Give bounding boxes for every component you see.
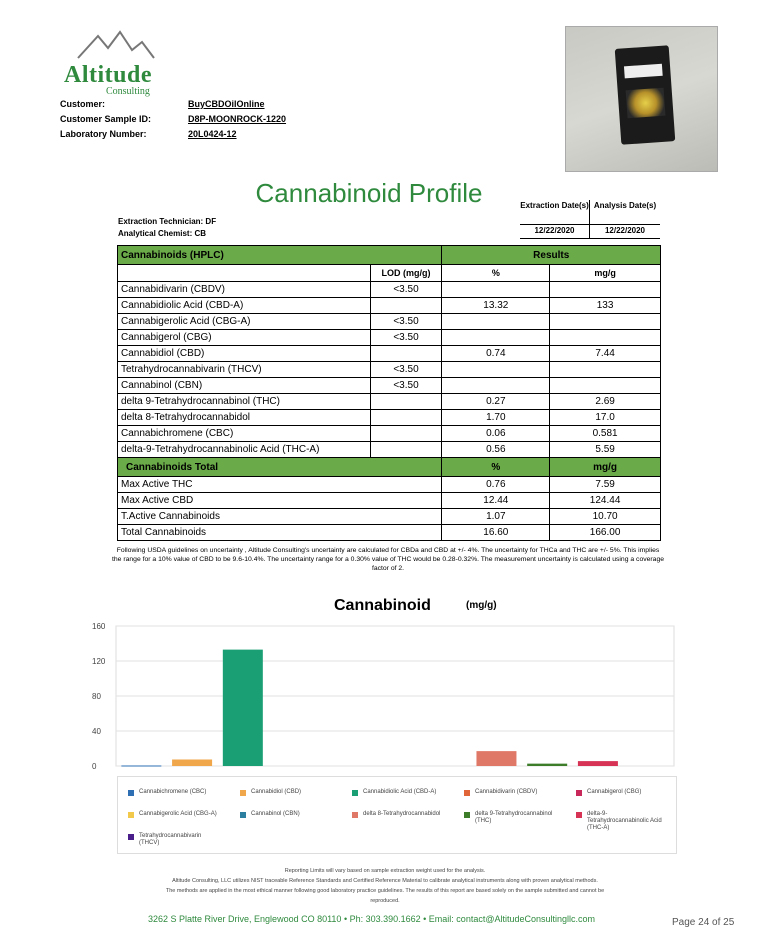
row-name: delta 9-Tetrahydrocannabinol (THC) xyxy=(118,394,371,410)
sample-id-value: D8P-MOONROCK-1220 xyxy=(188,113,287,124)
table-row xyxy=(118,346,661,362)
y-tick-label: 40 xyxy=(92,727,101,736)
analytical-chemist: Analytical Chemist: CB xyxy=(118,229,207,238)
row-pct xyxy=(442,378,550,394)
row-lod: <3.50 xyxy=(370,378,442,394)
row-mg xyxy=(550,314,661,330)
contact-line: 3262 S Platte River Drive, Englewood CO 80110 • Ph: 303.390.1662 • Email: contact@AltitudeConsultingllc.com xyxy=(148,914,596,924)
row-pct: 13.32 xyxy=(442,298,550,314)
table-row xyxy=(118,426,661,442)
row-mg xyxy=(550,330,661,346)
sample-info xyxy=(60,96,286,141)
legend-label: Cannabichromene (CBC) xyxy=(139,789,207,795)
row-pct xyxy=(442,314,550,330)
row-pct: 0.06 xyxy=(442,426,550,442)
totals-row xyxy=(118,477,661,493)
row-lod xyxy=(370,426,442,442)
row-name: Cannabigerolic Acid (CBG-A) xyxy=(118,314,371,330)
totals-label: Cannabinoids Total xyxy=(118,458,442,477)
chart-title: Cannabinoid xyxy=(334,597,431,614)
row-name: delta-9-Tetrahydrocannabinolic Acid (THC-A) xyxy=(118,442,371,458)
legend-label: Cannabigerol (CBG) xyxy=(587,789,642,795)
total-pct: 16.60 xyxy=(442,525,550,541)
table-row xyxy=(118,378,661,394)
footer-line: reproduced. xyxy=(370,898,400,904)
row-mg: 7.44 xyxy=(550,346,661,362)
row-lod xyxy=(370,346,442,362)
section-label: Cannabinoids (HPLC) xyxy=(118,246,442,265)
total-name: T.Active Cannabinoids xyxy=(118,509,442,525)
legend-swatch xyxy=(576,812,582,818)
row-mg xyxy=(550,378,661,394)
legend-swatch xyxy=(128,812,134,818)
customer-value: BuyCBDOilOnline xyxy=(188,98,265,109)
results-label: Results xyxy=(442,246,661,265)
column-header-row xyxy=(118,265,661,282)
legend-label: delta-9-Tetrahydrocannabinolic Acid (THC-A) xyxy=(587,811,662,831)
table-row xyxy=(118,314,661,330)
row-name: Cannabigerol (CBG) xyxy=(118,330,371,346)
totals-row xyxy=(118,525,661,541)
table-row xyxy=(118,442,661,458)
legend-swatch xyxy=(240,812,246,818)
row-name: Cannabidiolic Acid (CBD-A) xyxy=(118,298,371,314)
legend-label: Tetrahydrocannabivarin (THCV) xyxy=(139,833,202,846)
total-name: Max Active THC xyxy=(118,477,442,493)
table-row xyxy=(118,282,661,298)
row-lod: <3.50 xyxy=(370,362,442,378)
analysis-date: 12/22/2020 xyxy=(604,226,646,235)
total-pct: 1.07 xyxy=(442,509,550,525)
total-mg: 166.00 xyxy=(550,525,661,541)
total-pct: 0.76 xyxy=(442,477,550,493)
row-pct xyxy=(442,282,550,298)
logo-subtitle: Consulting xyxy=(106,86,150,97)
col-lod-header: LOD (mg/g) xyxy=(370,265,442,282)
footer-notes xyxy=(80,866,690,906)
table-row xyxy=(118,362,661,378)
bar xyxy=(172,759,212,766)
row-mg xyxy=(550,362,661,378)
legend-item xyxy=(352,811,445,818)
row-lod xyxy=(370,442,442,458)
totals-header-row xyxy=(118,458,661,477)
footer-line: The methods are applied in the most ethical manner following good laboratory practice guidelines. The results of this report are based solely on the sample submitted and cannot be xyxy=(165,888,605,894)
row-lod: <3.50 xyxy=(370,330,442,346)
total-mg: 10.70 xyxy=(550,509,661,525)
legend-swatch xyxy=(352,790,358,796)
company-logo xyxy=(58,28,162,97)
legend-label: Cannabidiol (CBD) xyxy=(251,789,302,795)
total-mg: 124.44 xyxy=(550,493,661,509)
bar xyxy=(121,765,161,766)
row-lod xyxy=(370,410,442,426)
row-mg: 0.581 xyxy=(550,426,661,442)
total-name: Max Active CBD xyxy=(118,493,442,509)
legend-item xyxy=(464,811,557,825)
bar xyxy=(223,650,263,766)
legend-label: Cannabigerolic Acid (CBG-A) xyxy=(139,811,217,817)
row-name: Cannabidivarin (CBDV) xyxy=(118,282,371,298)
sample-id-label: Customer Sample ID: xyxy=(60,113,152,124)
row-name: delta 8-Tetrahydrocannabidol xyxy=(118,410,371,426)
chart-legend xyxy=(117,776,677,854)
col-pct-header: % xyxy=(442,265,550,282)
cannabinoid-bar-chart xyxy=(88,616,678,776)
page-title: Cannabinoid Profile xyxy=(255,178,483,208)
legend-swatch xyxy=(576,790,582,796)
total-pct: 12.44 xyxy=(442,493,550,509)
row-name: Cannabichromene (CBC) xyxy=(118,426,371,442)
dates-box xyxy=(520,200,660,239)
row-name: Tetrahydrocannabivarin (THCV) xyxy=(118,362,371,378)
row-pct: 0.27 xyxy=(442,394,550,410)
legend-label: delta 9-Tetrahydrocannabinol (THC) xyxy=(475,811,553,824)
y-tick-label: 160 xyxy=(92,622,106,631)
row-pct: 0.74 xyxy=(442,346,550,362)
legend-label: Cannabidivarin (CBDV) xyxy=(475,789,538,795)
legend-item xyxy=(128,811,221,818)
table-row xyxy=(118,410,661,426)
legend-swatch xyxy=(464,812,470,818)
col-name-header xyxy=(118,265,371,282)
uncertainty-note: Following USDA guidelines on uncertainty , Altitude Consulting's uncertainty are calculated for CBDa and CBD at +/- 4%. The uncertainty for THCa and THC are +/- 5%. This implies the range for a 10% value of CBD to be 9.6-10.4%. The uncertainty range for a 0.30% value of THC would be 0.28-0.32%. The measurement uncertainty is calculated using a coverage factor of 2. xyxy=(112,547,665,572)
row-mg: 5.59 xyxy=(550,442,661,458)
legend-item xyxy=(128,833,221,847)
row-lod xyxy=(370,394,442,410)
legend-label: Cannabinol (CBN) xyxy=(251,811,300,817)
row-lod xyxy=(370,298,442,314)
y-tick-label: 80 xyxy=(92,692,101,701)
logo-name: Altitude xyxy=(64,62,152,88)
row-pct xyxy=(442,362,550,378)
row-mg: 133 xyxy=(550,298,661,314)
row-name: Cannabinol (CBN) xyxy=(118,378,371,394)
totals-row xyxy=(118,493,661,509)
y-tick-label: 120 xyxy=(92,657,106,666)
legend-label: delta 8-Tetrahydrocannabidol xyxy=(363,811,441,817)
table-row xyxy=(118,394,661,410)
footer-line: Reporting Limits will vary based on sample extraction weight used for the analysis. xyxy=(284,868,486,874)
legend-item xyxy=(352,789,445,796)
bar xyxy=(527,764,567,766)
totals-mg-header: mg/g xyxy=(550,458,661,477)
col-mg-header: mg/g xyxy=(550,265,661,282)
results-table xyxy=(117,245,661,541)
analysis-date-header: Analysis Date(s) xyxy=(593,201,657,210)
extraction-date: 12/22/2020 xyxy=(520,225,590,238)
legend-swatch xyxy=(240,790,246,796)
table-row xyxy=(118,330,661,346)
row-name: Cannabidiol (CBD) xyxy=(118,346,371,362)
legend-item xyxy=(464,789,557,796)
section-header-row xyxy=(118,246,661,265)
footer-line: Altitude Consulting, LLC utilizes NIST traceable Reference Standards and Certified Reference Material to calibrate analytical instruments along with proven analytical methods. xyxy=(172,878,598,884)
package-art xyxy=(626,88,666,119)
legend-item xyxy=(240,811,333,818)
page-number: Page 24 of 25 xyxy=(672,917,735,928)
legend-swatch xyxy=(352,812,358,818)
table-row xyxy=(118,298,661,314)
lab-number-label: Laboratory Number: xyxy=(60,128,147,139)
row-pct: 0.56 xyxy=(442,442,550,458)
product-package xyxy=(615,45,676,145)
total-name: Total Cannabinoids xyxy=(118,525,442,541)
totals-row xyxy=(118,509,661,525)
row-mg: 2.69 xyxy=(550,394,661,410)
row-mg: 17.0 xyxy=(550,410,661,426)
bar xyxy=(476,751,516,766)
extraction-technician: Extraction Technician: DF xyxy=(118,217,217,226)
chart-unit: (mg/g) xyxy=(466,600,497,611)
bar xyxy=(578,761,618,766)
row-mg xyxy=(550,282,661,298)
total-mg: 7.59 xyxy=(550,477,661,493)
legend-swatch xyxy=(128,834,134,840)
legend-swatch xyxy=(128,790,134,796)
staff-info xyxy=(118,216,216,240)
row-lod: <3.50 xyxy=(370,314,442,330)
legend-item xyxy=(128,789,221,796)
totals-pct-header: % xyxy=(442,458,550,477)
legend-label: Cannabidiolic Acid (CBD-A) xyxy=(363,789,437,795)
row-pct xyxy=(442,330,550,346)
legend-item xyxy=(240,789,333,796)
customer-label: Customer: xyxy=(60,98,106,109)
sample-photo xyxy=(565,26,718,172)
legend-item xyxy=(576,811,669,832)
extraction-date-header: Extraction Date(s) xyxy=(520,200,590,224)
package-label xyxy=(624,64,663,79)
row-pct: 1.70 xyxy=(442,410,550,426)
y-tick-label: 0 xyxy=(92,762,97,771)
legend-item xyxy=(576,789,669,796)
legend-swatch xyxy=(464,790,470,796)
lab-number-value: 20L0424-12 xyxy=(188,128,237,139)
row-lod: <3.50 xyxy=(370,282,442,298)
